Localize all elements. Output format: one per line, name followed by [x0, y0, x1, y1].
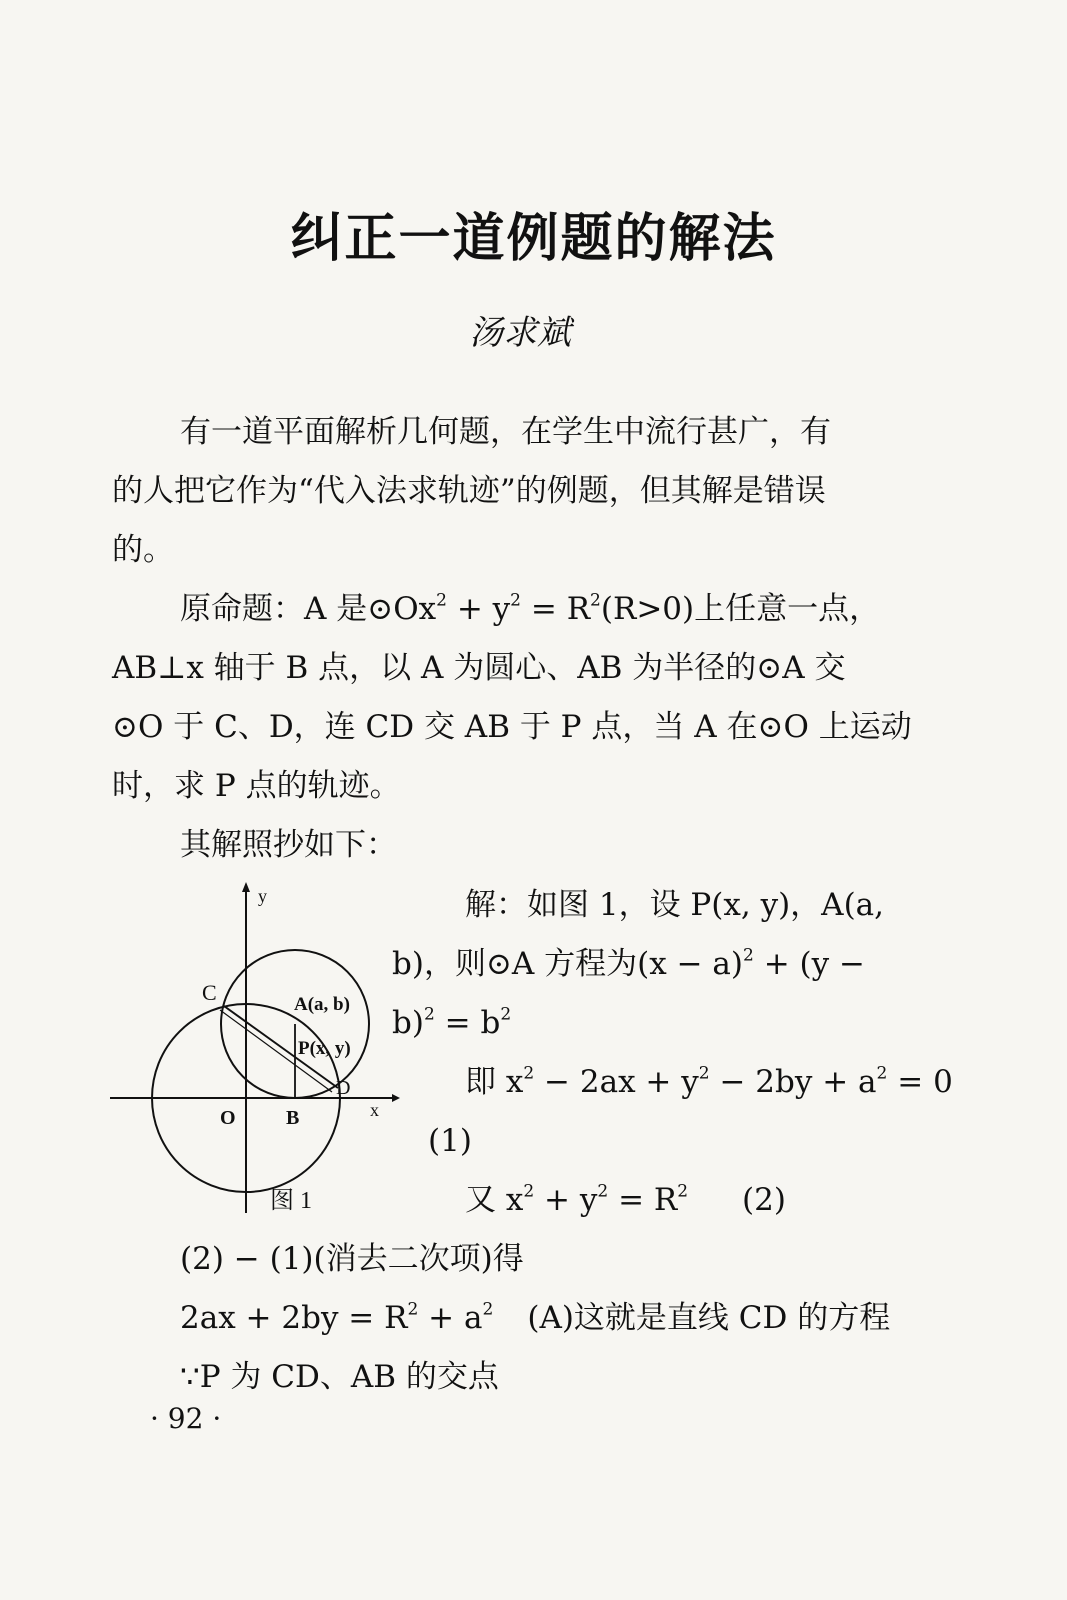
solution-text: − 2by + a: [709, 1064, 877, 1100]
label-x: x: [370, 1100, 379, 1120]
exponent: 2: [482, 1299, 494, 1320]
problem-line-3: ⊙O 于 C、D，连 CD 交 AB 于 P 点，当 A 在⊙O 上运动: [112, 709, 912, 745]
intro-line-1: 有一道平面解析几何题，在学生中流行甚广，有: [180, 414, 831, 450]
solution-text: 又 x: [465, 1182, 524, 1218]
author-name: 汤求斌: [469, 313, 571, 353]
exponent: 2: [423, 1004, 435, 1025]
solution-text: + (y −: [753, 946, 865, 982]
exponent: 2: [523, 1063, 535, 1084]
exponent: 2: [500, 1004, 512, 1025]
solution-line-3: [392, 1003, 511, 1043]
x-axis-arrow: [392, 1094, 400, 1102]
label-o: O: [220, 1107, 236, 1129]
solution-text: b)，则⊙A 方程为(x − a): [392, 946, 743, 982]
solution-line-subtract: (2) − (1)(消去二次项)得: [180, 1241, 524, 1277]
exponent: 2: [590, 590, 601, 611]
exponent: 2: [698, 1063, 710, 1084]
solution-text: + y: [534, 1182, 598, 1218]
problem-line-2: AB⊥x 轴于 B 点，以 A 为圆心、AB 为半径的⊙A 交: [112, 650, 846, 686]
label-a: A(a, b): [294, 994, 350, 1015]
copy-note: 其解照抄如下：: [180, 827, 397, 863]
solution-text: b): [392, 1005, 424, 1041]
exponent: 2: [523, 1181, 535, 1202]
equation-1-number: (1): [428, 1123, 472, 1159]
solution-line-2: [392, 944, 865, 984]
problem-text-1d: (R>0)上任意一点，: [600, 591, 881, 627]
solution-text: − 2ax + y: [534, 1064, 699, 1100]
solution-text: 即 x: [465, 1064, 524, 1100]
problem-line-1: [180, 589, 880, 629]
intro-line-3: 的。: [112, 532, 174, 568]
exponent: 2: [876, 1063, 888, 1084]
y-axis-arrow: [242, 882, 250, 892]
equation-a: [180, 1298, 890, 1338]
exponent: 2: [510, 590, 522, 611]
solution-text: 2ax + 2by = R: [180, 1300, 408, 1336]
geometry-diagram: [110, 878, 400, 1218]
exponent: 2: [597, 1181, 609, 1202]
equation-1: [465, 1062, 953, 1102]
problem-line-4: 时，求 P 点的轨迹。: [112, 768, 401, 804]
solution-text: (A)这就是直线 CD 的方程: [527, 1300, 891, 1336]
problem-text-1b: + y: [446, 591, 511, 627]
figure-1: [110, 878, 400, 1218]
article-title: 纠正一道例题的解法: [290, 208, 777, 269]
solution-line-because: ∵P 为 CD、AB 的交点: [180, 1359, 499, 1395]
page-number: · 92 ·: [150, 1402, 222, 1435]
solution-line-1: 解：如图 1，设 P(x, y)，A(a,: [465, 887, 884, 923]
solution-text: = 0: [887, 1064, 953, 1100]
label-p: P(x, y): [298, 1038, 351, 1059]
exponent: 2: [407, 1299, 419, 1320]
problem-text-1c: = R: [521, 591, 591, 627]
figure-caption: 图 1: [270, 1188, 312, 1214]
equation-2-number: (2): [742, 1182, 786, 1218]
label-d: D: [336, 1077, 351, 1099]
exponent: 2: [743, 945, 754, 966]
label-b: B: [286, 1107, 300, 1129]
exponent: 2: [436, 590, 447, 611]
problem-text-1a: 原命题：A 是⊙Ox: [180, 591, 437, 627]
solution-text: = R: [608, 1182, 678, 1218]
label-c: C: [202, 980, 217, 1005]
exponent: 2: [677, 1181, 689, 1202]
label-y: y: [258, 886, 267, 906]
intro-line-2: 的人把它作为“代入法求轨迹”的例题，但其解是错误: [112, 473, 826, 509]
solution-text: + a: [418, 1300, 483, 1336]
solution-text: = b: [434, 1005, 501, 1041]
equation-2: [465, 1180, 688, 1220]
